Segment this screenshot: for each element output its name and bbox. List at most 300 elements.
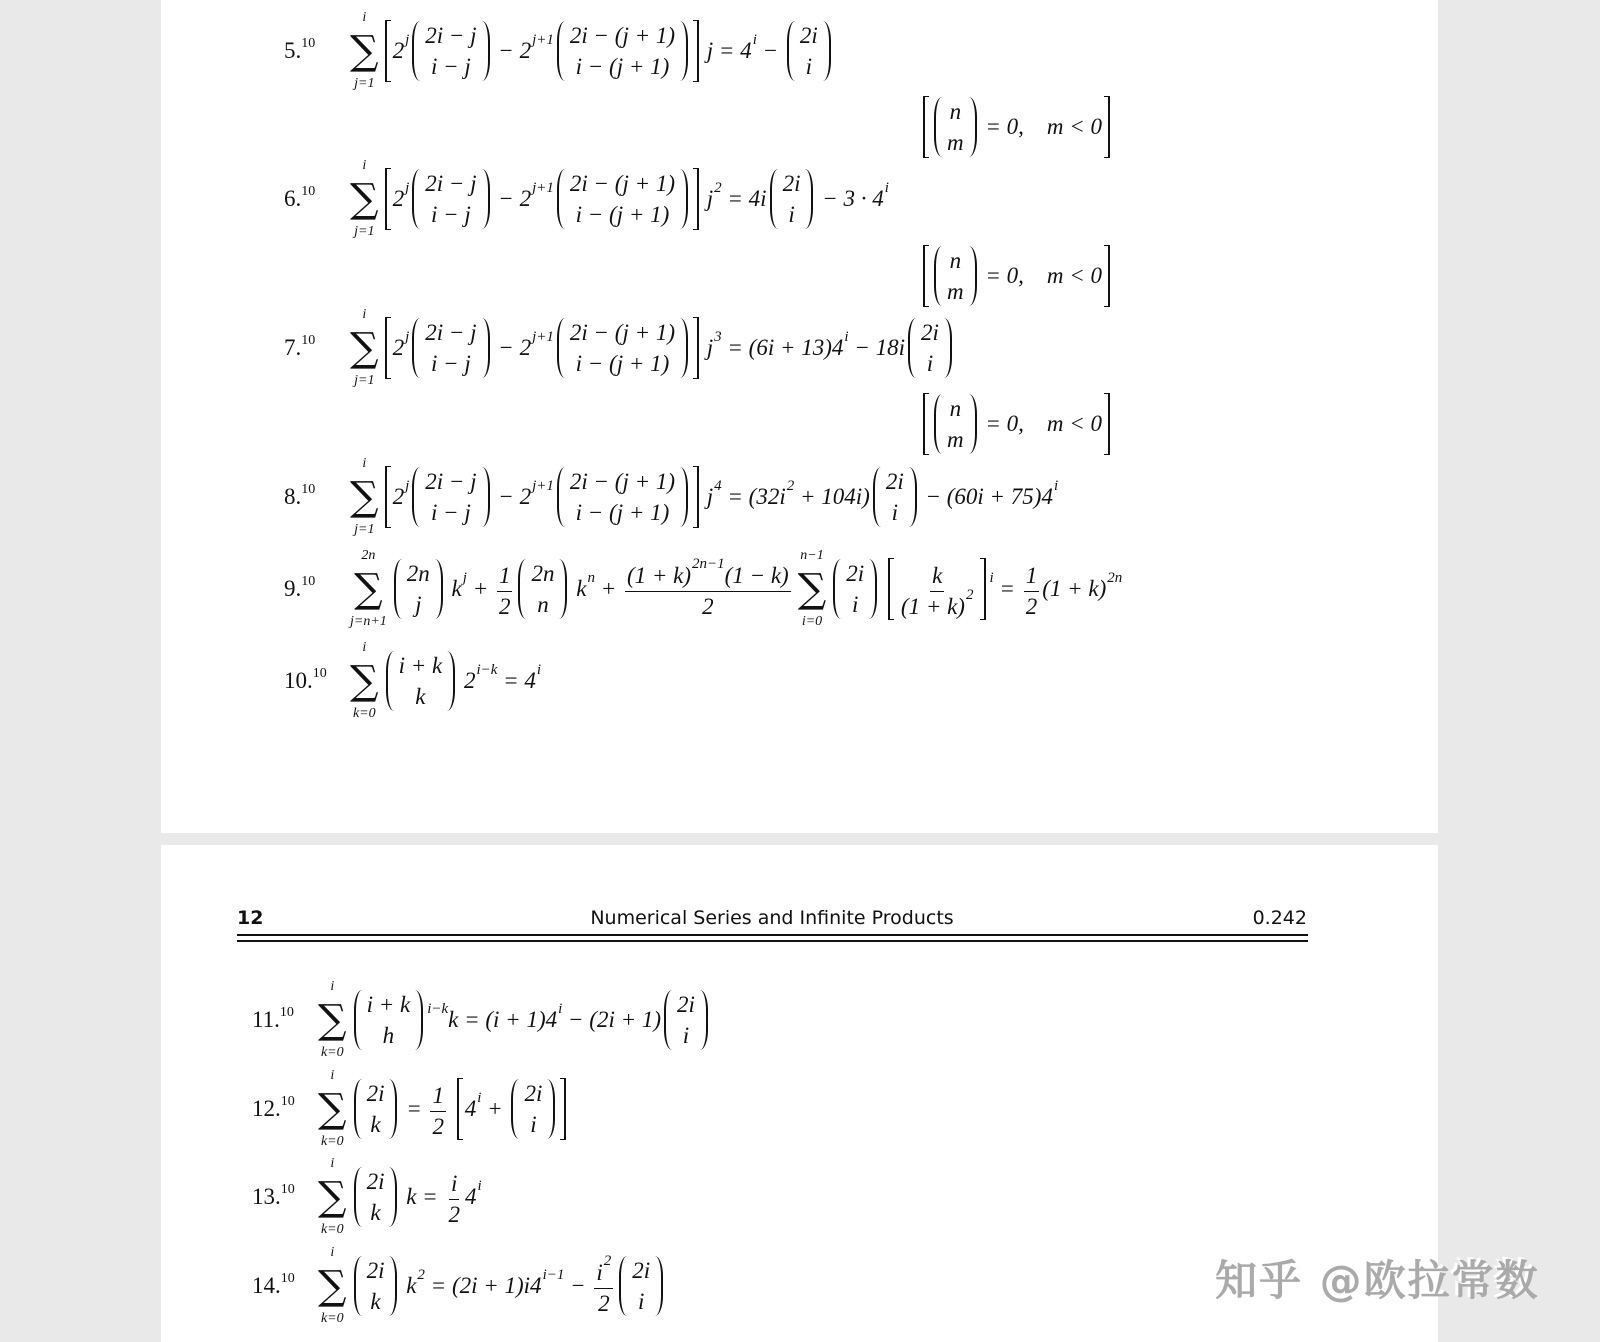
binomial-entries	[362, 1166, 390, 1228]
left-paren	[557, 169, 565, 229]
sum-lower-limit: i=0	[801, 614, 823, 629]
left-bracket	[923, 393, 929, 455]
equation-number	[252, 1273, 295, 1299]
left-bracket	[923, 96, 929, 158]
left-paren	[557, 318, 565, 378]
math-text: = 0, m < 0	[979, 114, 1103, 139]
sum-lower-limit: k=0	[320, 1222, 344, 1237]
page-number: 12	[237, 907, 264, 929]
sum-lower-limit: k=0	[320, 1134, 344, 1149]
superscript: i	[752, 31, 757, 48]
fraction	[899, 559, 976, 620]
binomial-bottom: i − j	[430, 202, 471, 227]
equation	[346, 640, 541, 722]
math-text: =	[993, 576, 1021, 601]
right-paren	[559, 559, 567, 619]
superscript: i	[1053, 477, 1059, 494]
superscript: i	[536, 661, 542, 678]
equation	[346, 456, 1058, 538]
sum-upper-limit: i	[330, 1156, 335, 1171]
equation-label: 12.	[252, 1096, 281, 1121]
math-text: = 4i	[721, 186, 767, 211]
superscript: 2n	[1107, 569, 1123, 586]
sigma-symbol: ∑	[350, 325, 379, 371]
math-text: −	[756, 38, 784, 63]
binomial-bottom: i − (j + 1)	[575, 54, 670, 79]
math-text: − 18i	[848, 335, 905, 360]
left-paren	[873, 467, 881, 527]
summation	[318, 979, 347, 1061]
binomial-entries	[916, 317, 944, 379]
superscript: j+1	[532, 328, 554, 345]
binomial-entries	[627, 1255, 655, 1317]
right-bracket	[1104, 96, 1110, 158]
left-paren	[354, 1167, 362, 1227]
binomial-entries	[565, 168, 680, 230]
binomial	[557, 20, 688, 82]
binomial-entries	[565, 20, 680, 82]
math-text: − (60i + 75)4	[919, 484, 1053, 509]
left-bracket	[888, 558, 894, 620]
superscript: i−1	[542, 1266, 565, 1283]
binomial-bottom: i − j	[430, 500, 471, 525]
right-paren	[909, 467, 917, 527]
math-text: =	[400, 1096, 428, 1121]
superscript: 2	[786, 477, 795, 494]
binomial-top: n	[949, 396, 962, 421]
math-text: k	[932, 562, 943, 588]
right-paren	[447, 651, 455, 711]
left-paren	[557, 467, 565, 527]
right-paren	[547, 1079, 555, 1139]
reference-mark: 10	[301, 333, 316, 348]
left-paren	[412, 21, 420, 81]
left-paren	[354, 1079, 362, 1139]
binomial-entries	[942, 245, 969, 307]
equation	[314, 1245, 666, 1327]
binomial-top: 2i − (j + 1)	[569, 320, 676, 345]
sigma-symbol: ∑	[350, 658, 379, 704]
summation	[350, 640, 379, 722]
sum-upper-limit: i	[362, 158, 367, 173]
equation-label: 8.	[284, 484, 302, 509]
binomial-top: 2i	[921, 320, 939, 345]
binomial	[664, 989, 708, 1051]
sigma-symbol: ∑	[318, 1174, 347, 1220]
math-text: k =	[400, 1184, 444, 1209]
denominator	[446, 1200, 462, 1228]
binomial-top: 2i	[799, 23, 818, 48]
equation-number	[284, 186, 315, 212]
math-text: 1	[1025, 562, 1038, 588]
binomial	[354, 1078, 398, 1140]
right-bracket	[693, 317, 699, 379]
math-text: k	[570, 576, 587, 601]
left-paren	[664, 990, 672, 1050]
binomial-top: n	[949, 248, 962, 273]
sigma-symbol: ∑	[797, 566, 827, 612]
math-text: 2	[498, 593, 511, 619]
right-paren	[969, 97, 977, 157]
equation	[314, 1068, 568, 1150]
sum-upper-limit: i	[362, 456, 367, 471]
binomial-top: 2i − j	[425, 320, 477, 345]
binomial	[518, 558, 567, 620]
superscript: j	[405, 477, 410, 494]
math-text: = (32i	[721, 484, 786, 509]
binomial-bottom: i	[530, 1112, 537, 1137]
math-text: = (2i + 1)i4	[424, 1273, 542, 1298]
superscript: 2	[417, 1266, 425, 1283]
binomial-top: 2i	[632, 1258, 651, 1283]
binomial-bottom: m	[947, 427, 964, 452]
binomial	[934, 393, 977, 455]
right-paren	[389, 1256, 397, 1316]
sum-lower-limit: k=0	[320, 1311, 344, 1326]
numerator	[594, 1253, 613, 1289]
binomial-top: 2i	[846, 561, 865, 586]
summation	[318, 1068, 347, 1150]
math-text: = 4	[497, 668, 536, 693]
numerator	[930, 559, 944, 592]
summation	[350, 456, 379, 538]
reference-mark: 10	[280, 1182, 295, 1197]
binomial-bottom: i	[805, 54, 813, 79]
sum-lower-limit: j=1	[354, 224, 375, 239]
sum-upper-limit: n−1	[800, 548, 824, 563]
math-text: (1 + k)	[626, 562, 692, 588]
equation-number	[284, 38, 315, 64]
running-header	[237, 907, 1307, 931]
binomial-bottom: n	[537, 592, 549, 617]
binomial	[511, 1078, 555, 1140]
binomial	[873, 466, 917, 528]
binomial-top: 2i − (j + 1)	[569, 469, 676, 494]
math-group	[626, 556, 789, 589]
binomial-entries	[402, 558, 435, 620]
right-paren	[389, 1167, 397, 1227]
left-paren	[412, 318, 420, 378]
superscript: 2n−1	[692, 556, 725, 572]
right-paren	[655, 1256, 663, 1316]
math-text: 2	[458, 668, 476, 693]
math-text: = (6i + 13)4	[721, 335, 844, 360]
math-text: j	[701, 335, 714, 360]
equation-label: 13.	[252, 1184, 281, 1209]
math-text: −	[564, 1273, 592, 1298]
left-paren	[908, 318, 916, 378]
binomial	[557, 466, 688, 528]
math-text: 2	[1025, 593, 1038, 619]
superscript: 3	[714, 328, 722, 345]
math-text: 2	[392, 484, 405, 509]
right-paren	[869, 559, 877, 619]
math-text	[880, 576, 886, 602]
right-paren	[680, 21, 688, 81]
equation-number	[252, 1184, 295, 1210]
superscript: j+1	[532, 179, 554, 196]
sum-upper-limit: 2n	[361, 548, 376, 563]
equation-label: 5.	[284, 38, 302, 63]
superscript: j	[405, 179, 410, 196]
right-paren	[389, 1079, 397, 1139]
sum-lower-limit: k=0	[352, 706, 376, 721]
binomial	[787, 20, 831, 82]
binomial-entries	[778, 168, 806, 230]
sum-upper-limit: i	[330, 1245, 335, 1260]
binomial	[619, 1255, 663, 1317]
binomial	[908, 317, 952, 379]
sum-upper-limit: i	[330, 979, 335, 994]
binomial-entries	[565, 466, 680, 528]
math-text	[449, 1096, 455, 1122]
superscript: i−k	[476, 661, 498, 678]
binomial-top: 2i	[677, 992, 695, 1017]
binomial	[934, 96, 977, 158]
right-bracket	[1104, 393, 1110, 455]
right-paren	[700, 990, 708, 1050]
right-paren	[680, 467, 688, 527]
reference-mark: 10	[280, 1271, 295, 1286]
reference-mark: 10	[279, 1005, 294, 1020]
binomial	[354, 1255, 398, 1317]
math-text: (1 + k)	[900, 593, 965, 619]
right-bracket	[693, 20, 699, 82]
reference-mark: 10	[301, 184, 316, 199]
right-bracket	[693, 168, 699, 230]
equation	[346, 307, 955, 389]
binomial-bottom: i − (j + 1)	[575, 500, 670, 525]
superscript: i	[844, 328, 849, 345]
math-text: 2	[392, 38, 405, 63]
superscript: i−k	[427, 1000, 449, 1017]
right-paren	[482, 169, 490, 229]
summation	[350, 158, 379, 240]
math-text: 2	[392, 335, 405, 360]
left-paren	[518, 559, 526, 619]
fraction	[1024, 559, 1040, 620]
binomial-top: 2n	[406, 561, 430, 586]
denominator	[700, 592, 716, 620]
superscript: 2	[714, 179, 722, 196]
binomial-bottom: k	[415, 684, 426, 709]
binomial-top: 2i	[366, 1258, 385, 1283]
equation-label: 10.	[284, 668, 313, 693]
binomial-entries	[394, 650, 448, 712]
binomial-bottom: i	[638, 1289, 645, 1314]
math-text: j = 4	[701, 38, 752, 63]
page-1	[161, 0, 1438, 833]
equation-label: 9.	[284, 576, 302, 601]
equation-label: 6.	[284, 186, 302, 211]
superscript: j	[405, 328, 410, 345]
header-rule	[237, 940, 1308, 942]
left-paren	[386, 651, 394, 711]
binomial-entries	[420, 168, 481, 230]
right-paren	[969, 246, 977, 306]
binomial-bottom: i	[852, 592, 859, 617]
condition-note	[921, 96, 1112, 158]
left-paren	[833, 559, 841, 619]
binomial	[354, 1166, 398, 1228]
watermark: 知乎 @欧拉常数	[1215, 1256, 1540, 1305]
binomial-entries	[526, 558, 559, 620]
equation-number	[284, 668, 327, 694]
right-paren	[944, 318, 952, 378]
right-bracket	[560, 1078, 566, 1140]
math-text: i	[596, 1259, 603, 1285]
superscript: 2	[965, 587, 974, 603]
binomial-top: 2i − (j + 1)	[569, 171, 676, 196]
fraction	[497, 559, 513, 620]
math-text: 4	[464, 1096, 477, 1121]
sum-upper-limit: i	[362, 307, 367, 322]
equation	[346, 548, 1122, 630]
left-bracket	[923, 245, 929, 307]
math-text: − 2	[492, 186, 532, 211]
binomial	[770, 168, 814, 230]
binomial	[412, 168, 489, 230]
sum-upper-limit: i	[362, 10, 367, 25]
math-text: k	[445, 576, 462, 601]
binomial-top: 2i − j	[425, 23, 477, 48]
binomial-bottom: i − (j + 1)	[575, 351, 670, 376]
binomial-bottom: i	[682, 1023, 690, 1048]
left-paren	[511, 1079, 519, 1139]
binomial-entries	[942, 96, 969, 158]
sigma-symbol: ∑	[318, 1086, 347, 1132]
math-text: +	[481, 1096, 509, 1121]
binomial-entries	[362, 1078, 390, 1140]
binomial-entries	[519, 1078, 547, 1140]
binomial-top: 2i	[366, 1169, 385, 1194]
running-title: Numerical Series and Infinite Products	[590, 907, 954, 929]
math-text: 2	[598, 1290, 610, 1316]
sum-lower-limit: j=1	[354, 522, 375, 537]
summation	[350, 10, 379, 92]
binomial-top: 2i	[524, 1081, 543, 1106]
superscript: 2	[603, 1253, 612, 1269]
sum-upper-limit: i	[330, 1068, 335, 1083]
left-bracket	[457, 1078, 463, 1140]
math-text: k = (i + 1)4	[448, 1007, 558, 1032]
left-bracket	[385, 20, 391, 82]
superscript: n	[587, 569, 595, 586]
binomial-bottom: i − (j + 1)	[575, 202, 670, 227]
equation-number	[252, 1096, 295, 1122]
fraction	[446, 1167, 462, 1228]
left-paren	[412, 169, 420, 229]
sum-lower-limit: j=1	[354, 76, 375, 91]
superscript: i	[558, 1000, 563, 1017]
binomial-entries	[841, 558, 869, 620]
right-paren	[680, 169, 688, 229]
binomial	[386, 650, 456, 712]
left-paren	[934, 97, 942, 157]
binomial-entries	[942, 393, 969, 455]
denominator	[1024, 592, 1040, 620]
math-text: − 2	[492, 38, 532, 63]
left-bracket	[385, 168, 391, 230]
math-text: +	[594, 576, 622, 601]
right-bracket	[980, 558, 986, 620]
binomial-top: 2i − (j + 1)	[569, 23, 676, 48]
binomial-entries	[881, 466, 909, 528]
right-paren	[805, 169, 813, 229]
left-paren	[787, 21, 795, 81]
reference-mark: 10	[301, 36, 316, 51]
right-paren	[415, 990, 423, 1050]
binomial-entries	[420, 466, 481, 528]
binomial-bottom: i	[926, 351, 934, 376]
math-text: 2	[392, 186, 405, 211]
math-text: + 104i)	[794, 484, 870, 509]
fraction	[594, 1253, 613, 1317]
numerator	[430, 1079, 446, 1112]
binomial-bottom: m	[947, 279, 964, 304]
sum-upper-limit: i	[362, 640, 367, 655]
right-paren	[969, 394, 977, 454]
math-text: (1 + k)	[1042, 576, 1107, 601]
condition-note	[921, 245, 1112, 307]
math-text: i	[450, 1170, 458, 1196]
superscript: i	[477, 1177, 482, 1194]
binomial-entries	[565, 317, 680, 379]
math-text: j	[701, 484, 714, 509]
binomial-bottom: j	[415, 592, 422, 617]
equation	[346, 10, 834, 92]
section-number: 0.242	[1252, 907, 1307, 929]
left-paren	[354, 990, 362, 1050]
reference-mark: 10	[301, 482, 316, 497]
denominator	[596, 1289, 612, 1317]
binomial-top: 2i	[366, 1081, 385, 1106]
numerator	[625, 556, 791, 592]
equation-number	[284, 484, 315, 510]
math-text: = 0, m < 0	[979, 263, 1103, 288]
math-text: j	[701, 186, 714, 211]
summation	[350, 307, 379, 389]
binomial	[557, 168, 688, 230]
sum-lower-limit: k=0	[320, 1045, 344, 1060]
summation	[350, 548, 387, 630]
binomial	[412, 466, 489, 528]
left-bracket	[385, 317, 391, 379]
math-text: − (2i + 1)	[562, 1007, 662, 1032]
superscript: j	[405, 31, 410, 48]
binomial-top: 2i − j	[425, 171, 477, 196]
right-bracket	[1104, 245, 1110, 307]
equation-label: 7.	[284, 335, 302, 360]
sum-lower-limit: j=1	[354, 373, 375, 388]
binomial-bottom: k	[370, 1200, 381, 1225]
binomial-bottom: i	[788, 202, 795, 227]
math-text: 1	[498, 562, 511, 588]
equation	[346, 158, 889, 240]
right-paren	[680, 318, 688, 378]
left-paren	[619, 1256, 627, 1316]
binomial-top: 2n	[531, 561, 555, 586]
superscript: j+1	[532, 477, 554, 494]
binomial	[412, 20, 489, 82]
binomial	[412, 317, 489, 379]
equation	[314, 1156, 482, 1238]
math-text: = 0, m < 0	[979, 411, 1103, 436]
binomial-bottom: h	[382, 1023, 395, 1048]
sigma-symbol: ∑	[318, 997, 347, 1043]
right-paren	[482, 318, 490, 378]
math-text: 2	[432, 1113, 444, 1139]
